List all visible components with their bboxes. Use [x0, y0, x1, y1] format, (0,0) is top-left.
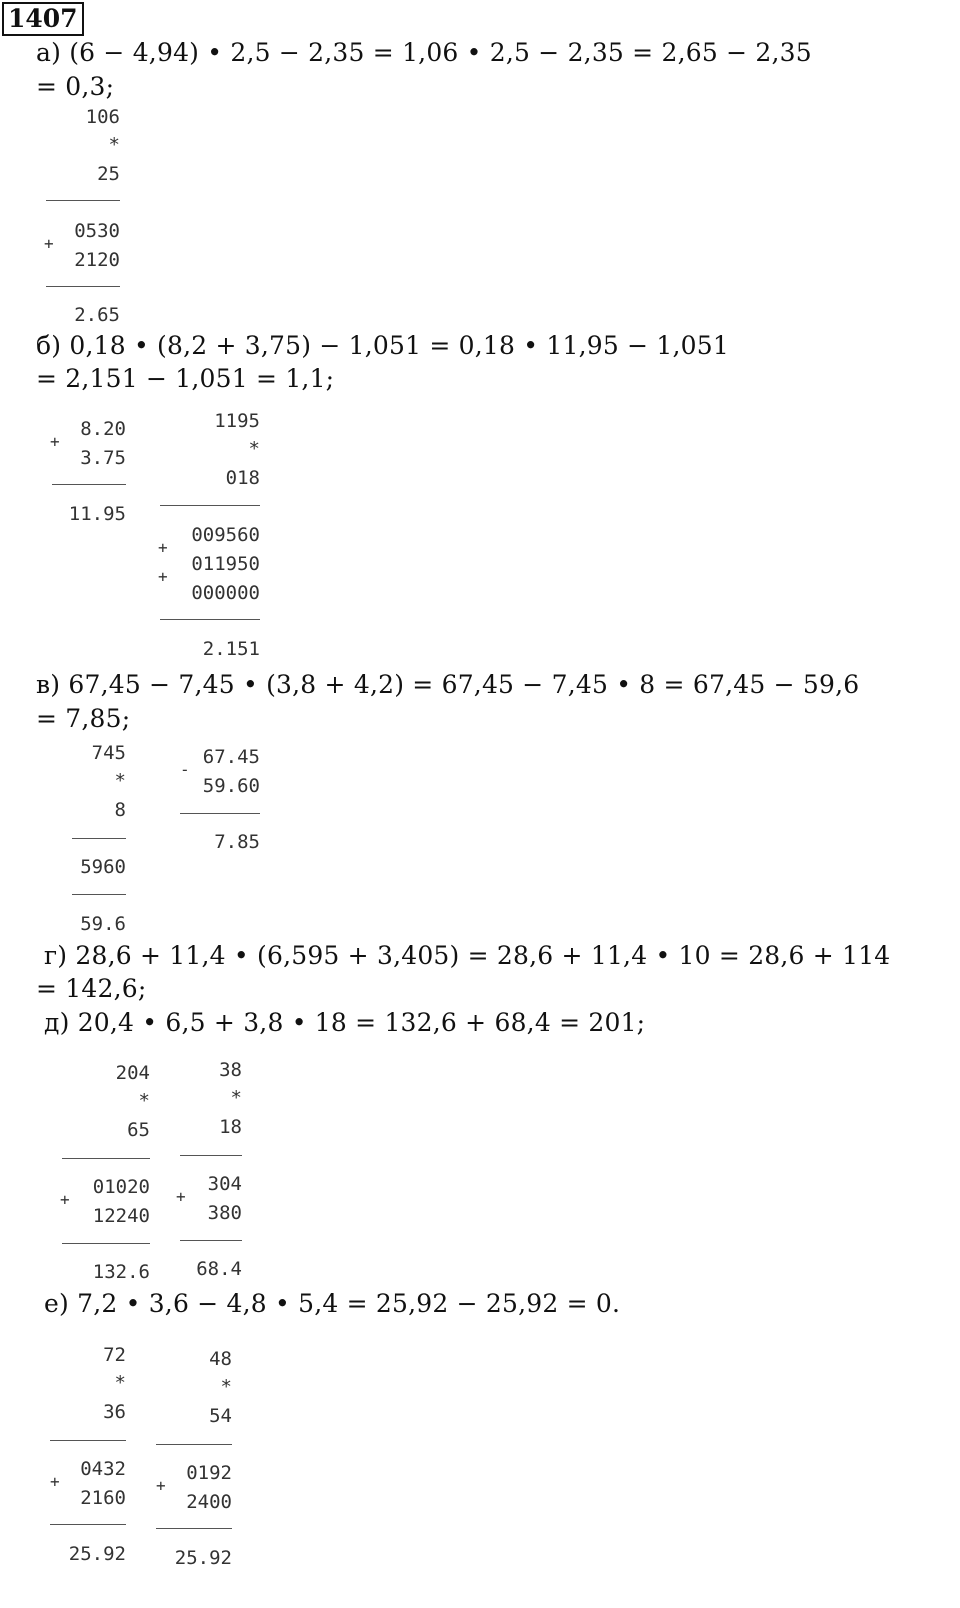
plus-sign: +: [50, 1472, 60, 1491]
divider-line: [46, 200, 120, 201]
result: 68.4: [196, 1258, 242, 1280]
operand-2: 59.60: [202, 775, 260, 797]
equation-line-b: б) 0,18 • (8,2 + 3,75) − 1,051 = 0,18 • 11,95 − 1,051: [36, 331, 729, 360]
operator: *: [248, 438, 260, 460]
partial-1: 0192: [186, 1462, 232, 1484]
divider-line: [180, 1155, 242, 1156]
operand-2: 54: [209, 1405, 232, 1427]
operand-1: 48: [209, 1348, 232, 1370]
operator: *: [114, 1372, 126, 1394]
operand-1: 106: [85, 106, 120, 128]
result: 7.85: [214, 831, 260, 853]
equation-line-v: в) 67,45 − 7,45 • (3,8 + 4,2) = 67,45 − 7,45 • 8 = 67,45 − 59,6: [36, 670, 860, 699]
partial-1: 01020: [92, 1176, 150, 1198]
partial-2: 2160: [80, 1487, 126, 1509]
partial-1: 0432: [80, 1458, 126, 1480]
calc-e-multiplication-2: [122, 1348, 232, 1578]
divider-line: [50, 1524, 126, 1525]
operator: *: [138, 1090, 150, 1112]
plus-sign: +: [176, 1187, 186, 1206]
operand-1: 204: [115, 1062, 150, 1084]
calc-b-addition: [16, 418, 126, 528]
operand-1: 1195: [214, 410, 260, 432]
equation-line-a: а) (6 − 4,94) • 2,5 − 2,35 = 1,06 • 2,5 − 2,35 = 2,65 − 2,35: [36, 38, 812, 67]
operand-2: 25: [97, 163, 120, 185]
divider-line: [156, 1444, 232, 1445]
partial-3: 000000: [191, 582, 260, 604]
divider-line: [160, 619, 260, 620]
partial-2: 2400: [186, 1491, 232, 1513]
calc-b-multiplication: [150, 410, 260, 660]
problem-number: 1407: [2, 2, 84, 36]
calc-v-subtraction: [150, 746, 260, 856]
divider-line: [72, 894, 126, 895]
plus-sign: +: [50, 432, 60, 451]
result: 2.151: [202, 638, 260, 660]
result: 132.6: [92, 1261, 150, 1283]
divider-line: [72, 838, 126, 839]
plus-sign: +: [44, 234, 54, 253]
divider-line: [180, 813, 260, 814]
operand-2: 18: [219, 1116, 242, 1138]
equation-line-v-cont: = 7,85;: [36, 704, 131, 733]
partial-2: 2120: [74, 249, 120, 271]
operand-2: 3.75: [80, 447, 126, 469]
operator: *: [230, 1087, 242, 1109]
operand-2: 8: [114, 799, 126, 821]
divider-line: [156, 1528, 232, 1529]
minus-sign: -: [180, 760, 190, 779]
operator: *: [108, 134, 120, 156]
result: 25.92: [68, 1543, 126, 1565]
divider-line: [52, 484, 126, 485]
operand-1: 67.45: [202, 746, 260, 768]
plus-sign: +: [158, 567, 168, 586]
plus-sign: +: [158, 538, 168, 557]
result: 59.6: [80, 913, 126, 935]
equation-line-e: е) 7,2 • 3,6 − 4,8 • 5,4 = 25,92 − 25,92 = 0.: [44, 1289, 621, 1318]
result: 25.92: [174, 1547, 232, 1569]
equation-line-g-cont: = 142,6;: [36, 974, 147, 1003]
operand-1: 38: [219, 1059, 242, 1081]
plus-sign: +: [60, 1190, 70, 1209]
divider-line: [180, 1240, 242, 1241]
equation-line-b-cont: = 2,151 − 1,051 = 1,1;: [36, 364, 335, 393]
calc-d-multiplication-2: [132, 1059, 242, 1289]
operand-1: 745: [91, 742, 126, 764]
operand-2: 65: [127, 1119, 150, 1141]
result: 11.95: [68, 503, 126, 525]
divider-line: [160, 505, 260, 506]
partial: 5960: [80, 856, 126, 878]
plus-sign: +: [156, 1476, 166, 1495]
result: 2.65: [74, 304, 120, 326]
partial-2: 12240: [92, 1205, 150, 1227]
divider-line: [50, 1440, 126, 1441]
partial-2: 011950: [191, 553, 260, 575]
operand-1: 72: [103, 1344, 126, 1366]
divider-line: [46, 286, 120, 287]
partial-1: 304: [207, 1173, 242, 1195]
operator: *: [220, 1376, 232, 1398]
calc-a-multiplication: [10, 106, 120, 336]
equation-line-d: д) 20,4 • 6,5 + 3,8 • 18 = 132,6 + 68,4 = 201;: [44, 1008, 646, 1037]
partial-1: 0530: [74, 220, 120, 242]
operator: *: [114, 770, 126, 792]
operand-2: 018: [225, 467, 260, 489]
equation-line-a-cont: = 0,3;: [36, 72, 115, 101]
calc-v-multiplication: [16, 742, 126, 952]
operand-1: 8.20: [80, 418, 126, 440]
partial-2: 380: [207, 1202, 242, 1224]
operand-2: 36: [103, 1401, 126, 1423]
partial-1: 009560: [191, 524, 260, 546]
calc-e-multiplication-1: [16, 1344, 126, 1574]
equation-line-g: г) 28,6 + 11,4 • (6,595 + 3,405) = 28,6 + 11,4 • 10 = 28,6 + 114: [44, 941, 891, 970]
